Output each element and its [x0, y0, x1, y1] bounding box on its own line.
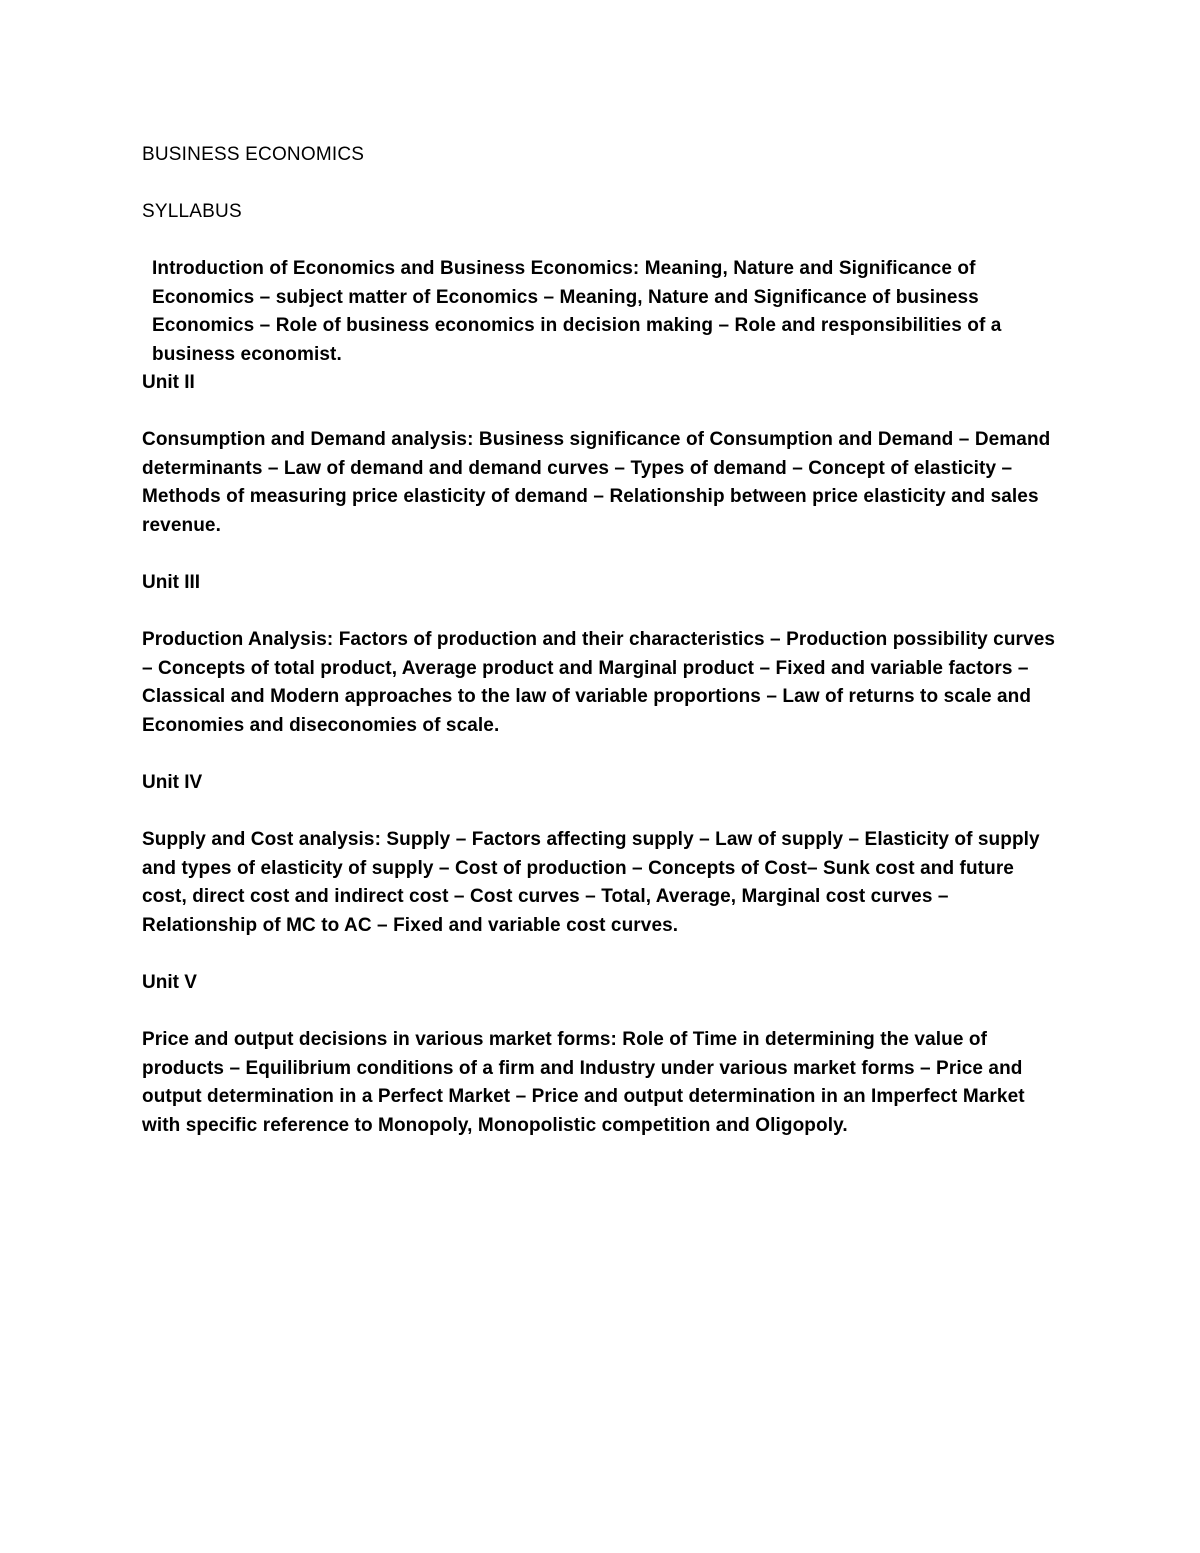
unit2-heading: Unit II	[142, 372, 195, 393]
unit4-heading: Unit IV	[142, 772, 203, 793]
unit2-text: Consumption and Demand analysis: Business significance of Consumption and Demand – Demand determinants – Law of demand and demand curves – Types of demand – Concept of elasticity – Methods of measuring price elasticity of demand – Relationship between price elasticity and sales revenue.	[142, 429, 1051, 536]
unit5-text: Price and output decisions in various market forms: Role of Time in determining the value of products – Equilibrium conditions of a firm and Industry under various market forms – Price and output determination in a Perfect Market – Price and output determination in an Imperfect Market with specific reference to Monopoly, Monopolistic competition and Oligopoly.	[142, 1029, 1025, 1136]
unit4-text: Supply and Cost analysis: Supply – Factors affecting supply – Law of supply – Elasticity of supply and types of elasticity of supply – Cost of production – Concepts of Cost– Sunk cost and future cost, direct cost and indirect cost – Cost curves – Total, Average, Marginal cost curves – Relationship of MC to AC – Fixed and variable cost curves.	[142, 829, 1040, 936]
document-title: BUSINESS ECONOMICS	[142, 144, 365, 165]
unit3-heading: Unit III	[142, 572, 201, 593]
unit1-text: Introduction of Economics and Business Economics: Meaning, Nature and Significance of Economics – subject matter of Economics – Meaning, Nature and Significance of business Economics – Role of business economics in decision making – Role and responsibilities of a business economist.	[152, 258, 1002, 365]
unit3-text: Production Analysis: Factors of production and their characteristics – Production possibility curves – Concepts of total product, Average product and Marginal product – Fixed and variable factors – Classical and Modern approaches to the law of variable proportions – Law of returns to scale and Economies and diseconomies of scale.	[142, 629, 1056, 736]
unit5-heading: Unit V	[142, 972, 197, 993]
document-subtitle: SYLLABUS	[142, 201, 242, 222]
